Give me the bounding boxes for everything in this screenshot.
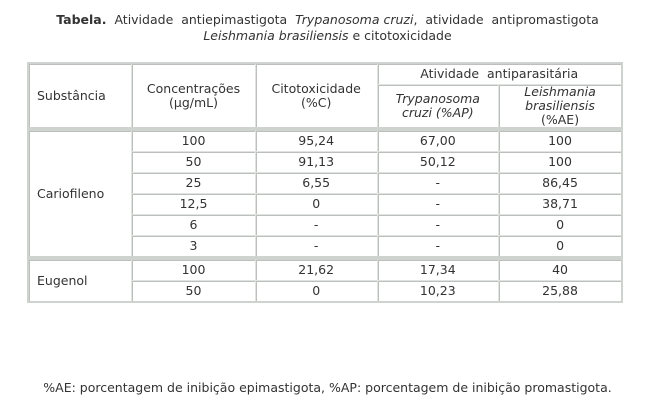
cell-lb: 0 <box>499 215 622 236</box>
substance-cell: Eugenol <box>28 258 132 302</box>
header-lb-line2: brasiliensis <box>525 98 595 113</box>
cell-lb: 25,88 <box>499 281 622 303</box>
header-leishmania <box>499 85 622 130</box>
header-row-1 <box>28 63 622 85</box>
header-concentracoes <box>132 63 256 129</box>
table-row <box>28 129 622 152</box>
cell-lb: 100 <box>499 152 622 173</box>
cell-tc: - <box>377 173 499 194</box>
cell-lb: 100 <box>499 129 622 152</box>
cell-tc: 50,12 <box>377 152 499 173</box>
header-tc-line2: cruzi (%AP) <box>401 105 474 120</box>
cell-lb: 40 <box>499 258 622 281</box>
header-citotoxicidade <box>255 63 377 129</box>
cell-tc: 17,34 <box>377 258 499 281</box>
cell-cito: 0 <box>255 194 377 215</box>
cell-tc: - <box>377 215 499 236</box>
header-trypanosoma <box>377 85 499 130</box>
caption-line-2 <box>0 28 655 44</box>
data-table <box>27 62 623 303</box>
caption-text-2: , atividade antipromastigota <box>413 12 599 27</box>
cell-conc: 6 <box>132 215 256 236</box>
header-concentracoes-line2: (µg/mL) <box>169 94 218 110</box>
cell-conc: 25 <box>132 173 256 194</box>
cell-cito: 21,62 <box>255 258 377 281</box>
table-caption <box>0 12 655 44</box>
cell-conc: 100 <box>132 258 256 281</box>
header-citotox-line1: Citotoxicidade <box>271 80 361 96</box>
cell-cito: 95,24 <box>255 129 377 152</box>
caption-text-3: e citotoxicidade <box>348 28 452 43</box>
cell-tc: - <box>377 194 499 215</box>
header-tc-line1: Trypanosoma <box>395 91 480 106</box>
cell-cito: - <box>255 215 377 236</box>
cell-lb: 86,45 <box>499 173 622 194</box>
cell-conc: 50 <box>132 281 256 303</box>
header-concentracoes-line1: Concentrações <box>146 80 241 96</box>
caption-text-1: Atividade antiepimastigota <box>106 12 296 27</box>
header-lb-line1: Leishmania <box>524 84 596 99</box>
cell-lb: 0 <box>499 236 622 259</box>
cell-tc: 10,23 <box>377 281 499 303</box>
table-row <box>28 258 622 281</box>
cell-lb: 38,71 <box>499 194 622 215</box>
caption-line-1 <box>0 12 655 28</box>
cell-conc: 100 <box>132 129 256 152</box>
table-footnote: %AE: porcentagem de inibição epimastigota, %AP: porcentagem de inibição promastigota. <box>43 380 612 395</box>
cell-tc: 67,00 <box>377 129 499 152</box>
cell-cito: 91,13 <box>255 152 377 173</box>
header-lb-line3: (%AE) <box>540 112 580 127</box>
cell-conc: 3 <box>132 236 256 259</box>
caption-species-2: Leishmania brasiliensis <box>203 28 349 43</box>
cell-conc: 50 <box>132 152 256 173</box>
header-citotox-line2: (%C) <box>300 94 332 110</box>
header-substancia: Substância <box>28 63 132 129</box>
header-atividade: Atividade antiparasitária <box>377 63 622 85</box>
cell-conc: 12,5 <box>132 194 256 215</box>
caption-label: Tabela. <box>56 12 107 27</box>
cell-cito: 6,55 <box>255 173 377 194</box>
caption-species-1: Trypanosoma cruzi <box>295 12 414 27</box>
substance-cell: Cariofileno <box>28 129 132 258</box>
cell-tc: - <box>377 236 499 259</box>
cell-cito: 0 <box>255 281 377 303</box>
cell-cito: - <box>255 236 377 259</box>
